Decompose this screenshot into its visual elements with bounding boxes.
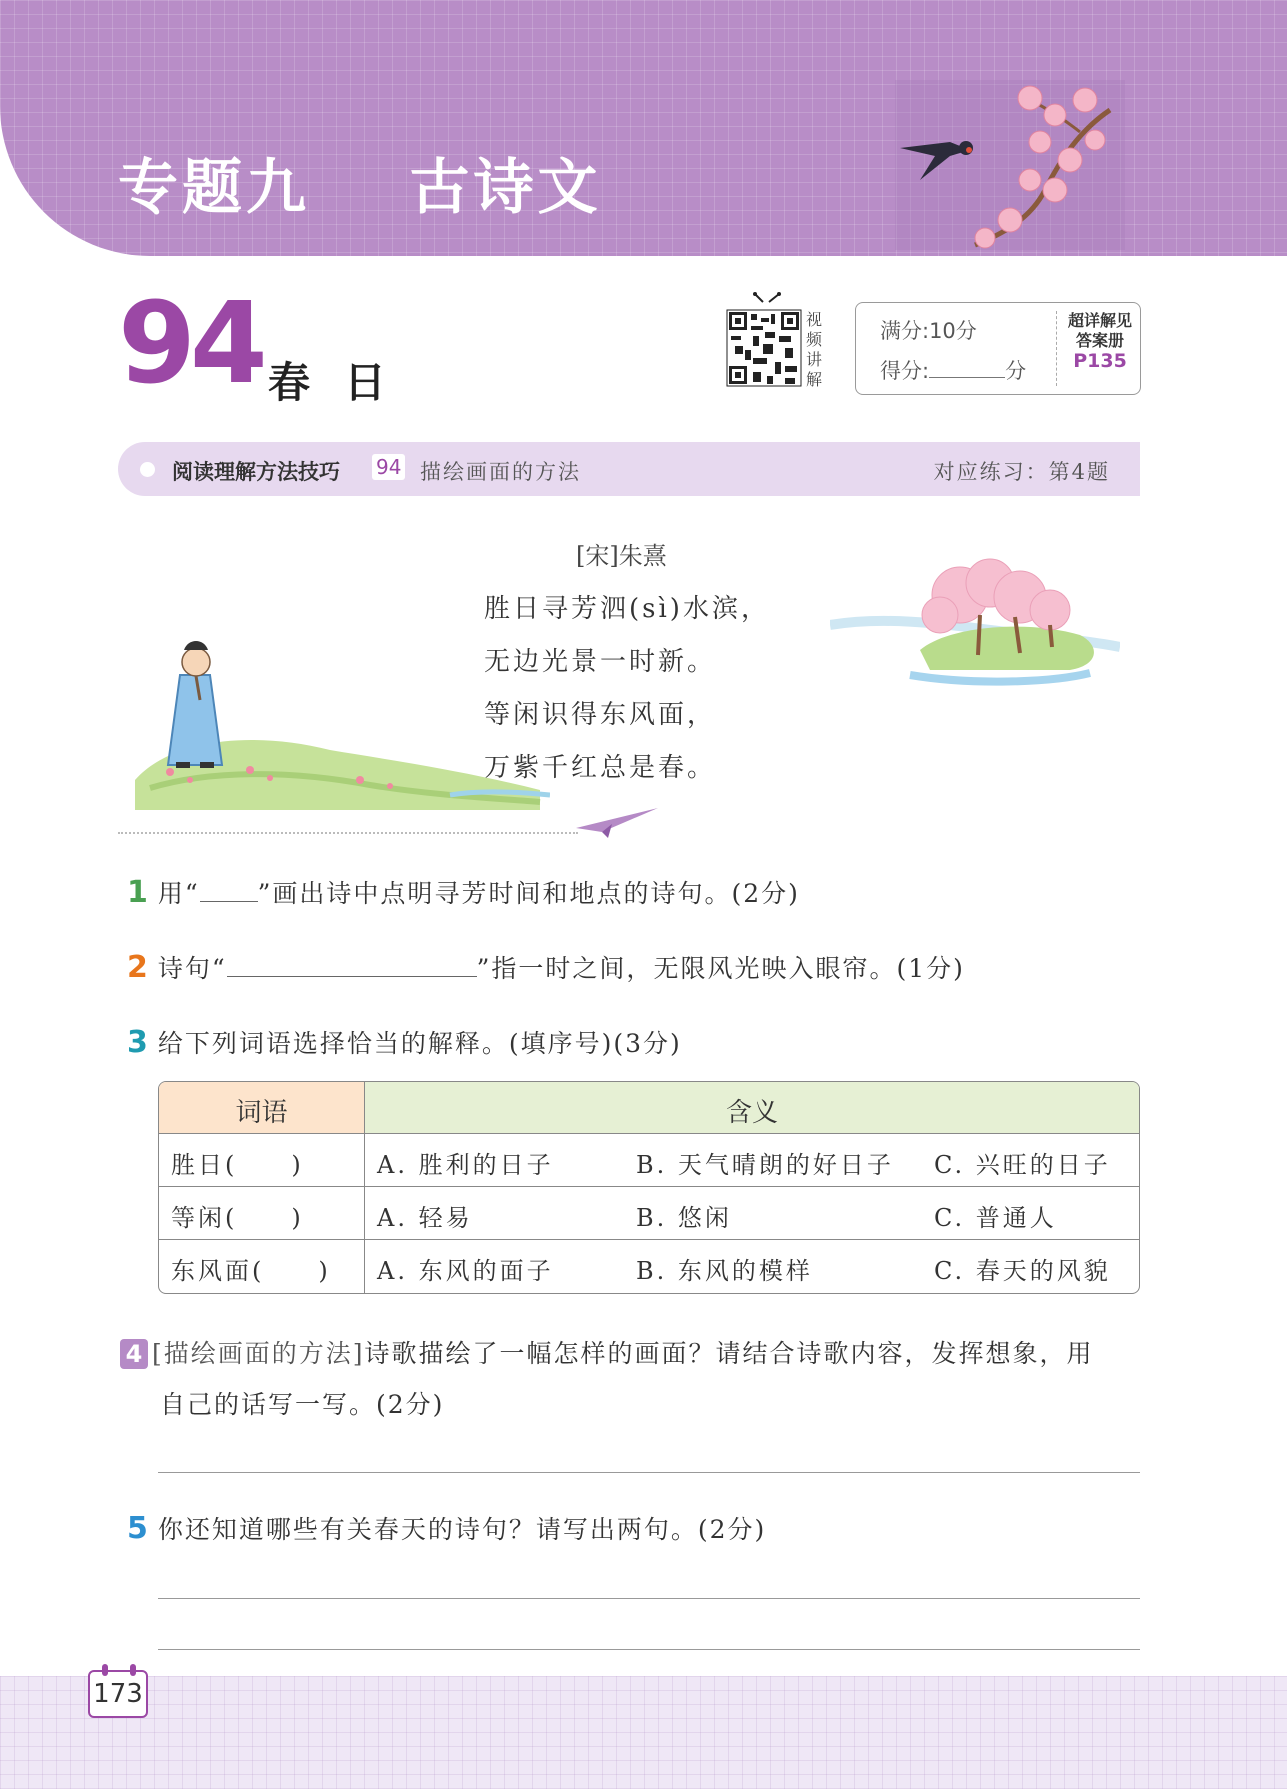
poem-author: [宋]朱熹	[576, 542, 667, 570]
table-header-meaning	[365, 1082, 1139, 1134]
header-label: 词语	[235, 1098, 288, 1128]
option-a: A. 胜利的日子	[377, 1151, 554, 1179]
table-row	[159, 1134, 1139, 1187]
score-row	[880, 355, 1026, 385]
page-number: 173	[93, 1679, 143, 1709]
question-number: 2	[127, 950, 148, 985]
question-text: 自己的话写一写。(2分)	[160, 1390, 445, 1419]
question-tag: [描绘画面的方法]	[152, 1339, 365, 1368]
paper-plane-icon	[572, 800, 662, 840]
swallow-blossom-illustration	[880, 70, 1140, 260]
page-number-box	[88, 1670, 148, 1718]
score-blank[interactable]	[929, 360, 1005, 378]
option-b: B. 悠闲	[636, 1204, 732, 1232]
score-unit: 分	[1005, 359, 1027, 383]
option-b: B. 东风的模样	[636, 1257, 813, 1285]
vocab-table	[158, 1081, 1140, 1294]
option-a: A. 东风的面子	[377, 1257, 554, 1285]
question-text: ”指一时之间，无限风光映入眼帘。(1分)	[476, 954, 965, 983]
method-banner	[118, 442, 1140, 496]
method-number: 94	[372, 454, 405, 480]
question-text: 诗句“	[157, 954, 227, 983]
score-divider	[1056, 311, 1057, 386]
word-cell[interactable]: 东风面( )	[159, 1240, 365, 1293]
option-c: C. 兴旺的日子	[934, 1151, 1111, 1179]
qr-label: 视频讲解	[806, 310, 823, 389]
question-4	[120, 1334, 1094, 1370]
question-text: ”画出诗中点明寻芳时间和地点的诗句。(2分)	[257, 879, 800, 908]
option-b: B. 天气晴朗的好日子	[636, 1151, 894, 1179]
method-label: 阅读理解方法技巧	[172, 460, 340, 484]
table-row	[159, 1187, 1139, 1240]
score-label: 得分:	[880, 359, 930, 383]
question-number: 1	[127, 875, 148, 910]
question-text: 诗歌描绘了一幅怎样的画面？请结合诗歌内容，发挥想象，用	[364, 1339, 1094, 1368]
poem-line: 等闲识得东风面，	[484, 700, 717, 730]
answer-blank[interactable]	[200, 878, 258, 902]
question-1	[127, 874, 800, 910]
question-number: 5	[127, 1511, 148, 1546]
qr-code-icon[interactable]	[723, 292, 805, 392]
lesson-title: 春日	[268, 358, 421, 407]
footer-band	[0, 1676, 1287, 1789]
answer-line[interactable]	[158, 1598, 1140, 1599]
method-name: 描绘画面的方法	[420, 460, 581, 484]
question-text: 用“	[157, 879, 200, 908]
word-cell[interactable]: 等闲( )	[159, 1187, 365, 1239]
answer-line[interactable]	[158, 1649, 1140, 1650]
answer-ref-line2: 答案册	[1075, 331, 1124, 350]
table-header-word	[159, 1082, 365, 1134]
header-label: 含义	[725, 1098, 778, 1128]
option-c: C. 春天的风貌	[934, 1257, 1111, 1285]
calendar-ring-icon	[102, 1664, 108, 1676]
poem-line: 胜日寻芳泗(sì)水滨，	[484, 594, 770, 624]
answer-line[interactable]	[158, 1472, 1140, 1473]
topic-title: 专题九 古诗文	[118, 153, 602, 223]
scholar-illustration	[130, 620, 550, 810]
question-number: 3	[127, 1025, 148, 1060]
question-text: 给下列词语选择恰当的解释。(填序号)(3分)	[157, 1029, 682, 1058]
question-3	[127, 1024, 682, 1060]
peach-tree-illustration	[830, 555, 1120, 715]
full-score: 满分:10分	[880, 319, 977, 343]
poem-line: 万紫千红总是春。	[484, 753, 717, 783]
answer-blank[interactable]	[227, 953, 477, 977]
poem-line: 无边光景一时新。	[484, 647, 717, 677]
answer-page: P135	[1073, 350, 1127, 372]
table-row	[159, 1240, 1139, 1293]
question-5	[127, 1510, 766, 1546]
question-number: 4	[120, 1339, 148, 1369]
question-2	[127, 949, 965, 985]
option-c: C. 普通人	[934, 1204, 1057, 1232]
method-practice: 对应练习：第4题	[933, 460, 1110, 484]
word-cell[interactable]: 胜日( )	[159, 1134, 365, 1186]
question-text: 你还知道哪些有关春天的诗句？请写出两句。(2分)	[157, 1515, 767, 1544]
lesson-number: 94	[118, 279, 262, 409]
section-divider	[118, 832, 578, 834]
answer-reference	[1062, 311, 1138, 371]
calendar-ring-icon	[130, 1664, 136, 1676]
bullet-icon	[140, 462, 155, 477]
answer-ref-line1: 超详解见	[1067, 311, 1132, 330]
score-box	[855, 302, 1141, 395]
option-a: A. 轻易	[377, 1204, 473, 1232]
